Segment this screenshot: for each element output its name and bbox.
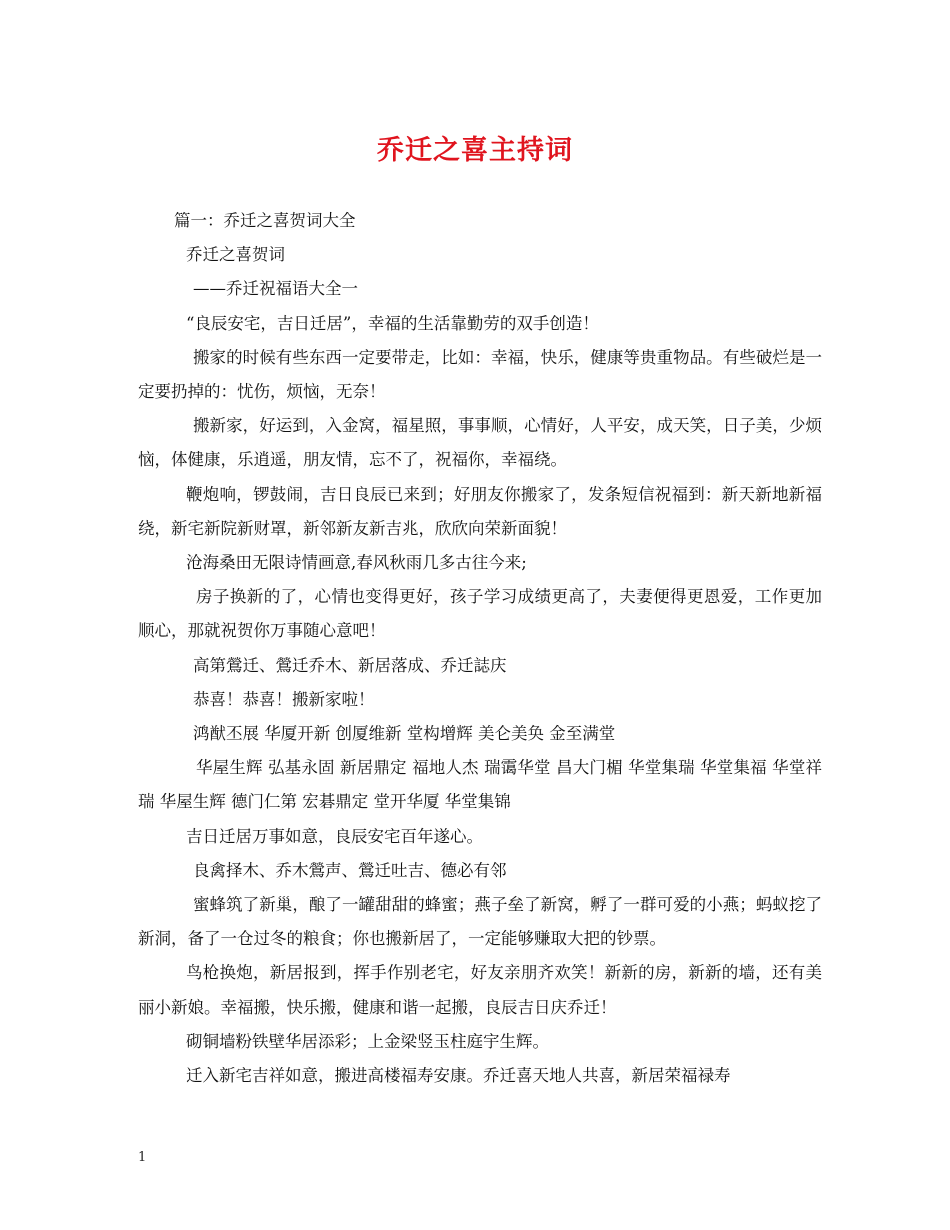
paragraph: 鸿猷丕展 华厦开新 创厦维新 堂构增辉 美仑美奂 金至满堂 (193, 724, 616, 744)
paragraph: 沧海桑田无限诗情画意,春风秋雨几多古往今来; (186, 553, 527, 573)
paragraph: 高第鶯迁、鶯迁乔木、新居落成、乔迁誌庆 (193, 655, 507, 675)
paragraph: 恭喜！恭喜！搬新家啦！ (193, 689, 375, 709)
paragraph: 鞭炮响，锣鼓闹，吉日良辰已来到；好朋友你搬家了，发条短信祝福到：新天新地新福绕，新宅新院新财罩，新邻新友新吉兆，欣欣向荣新面貌！ (138, 484, 822, 538)
paragraph: 鸟枪换炮，新居报到，挥手作别老宅，好友亲朋齐欢笑！新新的房，新新的墙，还有美丽小新娘。幸福搬，快乐搬，健康和谐一起搬，良辰吉日庆乔迁！ (138, 963, 822, 1017)
paragraph-subtitle: ——乔迁祝福语大全一 (193, 279, 358, 299)
paragraph: 吉日迁居万事如意，良辰安宅百年遂心。 (186, 826, 483, 846)
paragraph: 搬家的时候有些东西一定要带走，比如：幸福，快乐，健康等贵重物品。有些破烂是一定要扔掉的：忧伤，烦恼，无奈！ (138, 347, 822, 402)
paragraph: “良辰安宅，吉日迁居”，幸福的生活靠勤劳的双手创造！ (186, 313, 599, 333)
paragraph: 迁入新宅吉祥如意，搬进高楼福寿安康。乔迁喜天地人共喜，新居荣福禄寿 (186, 1066, 731, 1086)
page-title: 乔迁之喜主持词 (377, 135, 573, 166)
document-body (138, 204, 822, 1093)
paragraph: 蜜蜂筑了新巢，酿了一罐甜甜的蜂蜜；燕子垒了新窝，孵了一群可爱的小燕；蚂蚁挖了新洞，备了一仓过冬的粮食；你也搬新居了，一定能够赚取大把的钞票。 (138, 895, 822, 949)
paragraph: 砌铜墙粉铁壁华居添彩；上金梁竖玉柱庭宇生辉。 (186, 1031, 549, 1051)
paragraph-section-heading: 篇一：乔迁之喜贺词大全 (174, 211, 356, 230)
page-number: 1 (138, 1150, 147, 1165)
paragraph: 房子换新的了，心情也变得更好，孩子学习成绩更高了，夫妻便得更恩爱，工作更加顺心，那就祝贺你万事随心意吧！ (138, 587, 822, 641)
paragraph: 华屋生辉 弘基永固 新居鼎定 福地人杰 瑞霭华堂 昌大门楣 华堂集瑞 华堂集福 华堂祥瑞 华屋生辉 德门仁第 宏碁鼎定 堂开华厦 华堂集锦 (138, 758, 822, 812)
paragraph: 搬新家，好运到，入金窝，福星照，事事顺，心情好，人平安，成天笑，日子美，少烦恼，体健康，乐逍遥，朋友情，忘不了，祝福你，幸福绕。 (138, 416, 822, 470)
paragraph-subheading: 乔迁之喜贺词 (186, 245, 285, 265)
paragraph: 良禽择木、乔木鶯声、鶯迁吐吉、德必有邻 (193, 860, 507, 880)
